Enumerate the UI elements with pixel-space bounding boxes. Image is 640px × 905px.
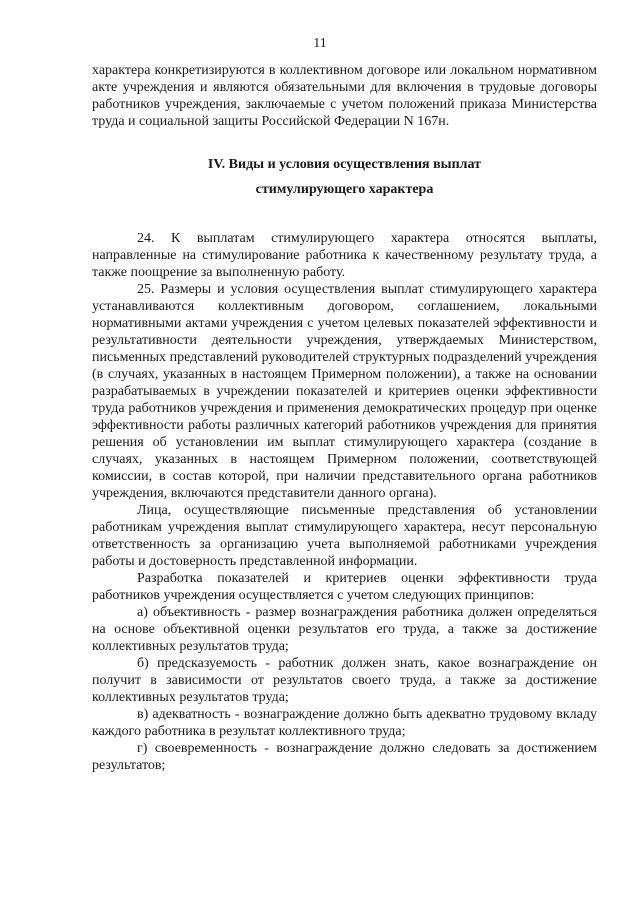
paragraph-responsibility: Лица, осуществляющие письменные представления об установлении работникам учреждения выплат стимулирующего характера, несут персональную ответственность за организацию учета выполняемой работниками учреждения работы и достоверность представленной информации.: [92, 503, 597, 569]
principle-a: а) объективность - размер вознаграждения работника должен определяться на основе объективной оценки результатов его труда, а также за достижение коллективных результатов труда;: [92, 605, 597, 654]
principle-b: б) предсказуемость - работник должен знать, какое вознаграждение он получит в зависимости от результатов своего труда, а также за достижение коллективных результатов труда;: [92, 656, 597, 705]
section-heading-line-2: стимулирующего характера: [255, 182, 434, 197]
document-body: [92, 62, 597, 774]
paragraph-24: 24. К выплатам стимулирующего характера относятся выплаты, направленные на стимулирование работника к качественному результату труда, а также поощрение за выполненную работу.: [92, 231, 597, 280]
section-heading: [92, 152, 597, 202]
principle-d: г) своевременность - вознаграждение должно следовать за достижением результатов;: [92, 741, 597, 773]
paragraph-25: 25. Размеры и условия осуществления выплат стимулирующего характера устанавливаются коллективным договором, соглашением, локальными нормативными актами учреждения с учетом целевых показателей эффективности и результативности деятельности учреждения, утверждаемых Министерством, письменных представлений руководителей структурных подразделений учреждения (в случаях, указанных в настоящем Примерном положении), а также на основании разрабатываемых в учреждении показателей и критериев оценки эффективности труда работников учреждения и применения демократических процедур при оценке эффективности работы различных категорий работников учреждения для принятия решения об установлении им выплат стимулирующего характера (создание в случаях, указанных в настоящем Примерном положении, соответствующей комиссии, в состав которой, при наличии представительного органа работников учреждения, включаются представители данного органа).: [92, 282, 597, 501]
page-number: 11: [313, 36, 327, 51]
section-heading-line-1: IV. Виды и условия осуществления выплат: [207, 157, 482, 172]
paragraph-principles-intro: Разработка показателей и критериев оценки эффективности труда работников учреждения осуществляется с учетом следующих принципов:: [92, 571, 597, 603]
principle-c: в) адекватность - вознаграждение должно быть адекватно трудовому вкладу каждого работника в результат коллективного труда;: [92, 707, 597, 739]
paragraph-continuation: характера конкретизируются в коллективном договоре или локальном нормативном акте учреждения и являются обязательными для включения в трудовые договоры работников учреждения, заключаемые с учетом положений приказа Министерства труда и социальной защиты Российской Федерации N 167н.: [92, 63, 597, 129]
